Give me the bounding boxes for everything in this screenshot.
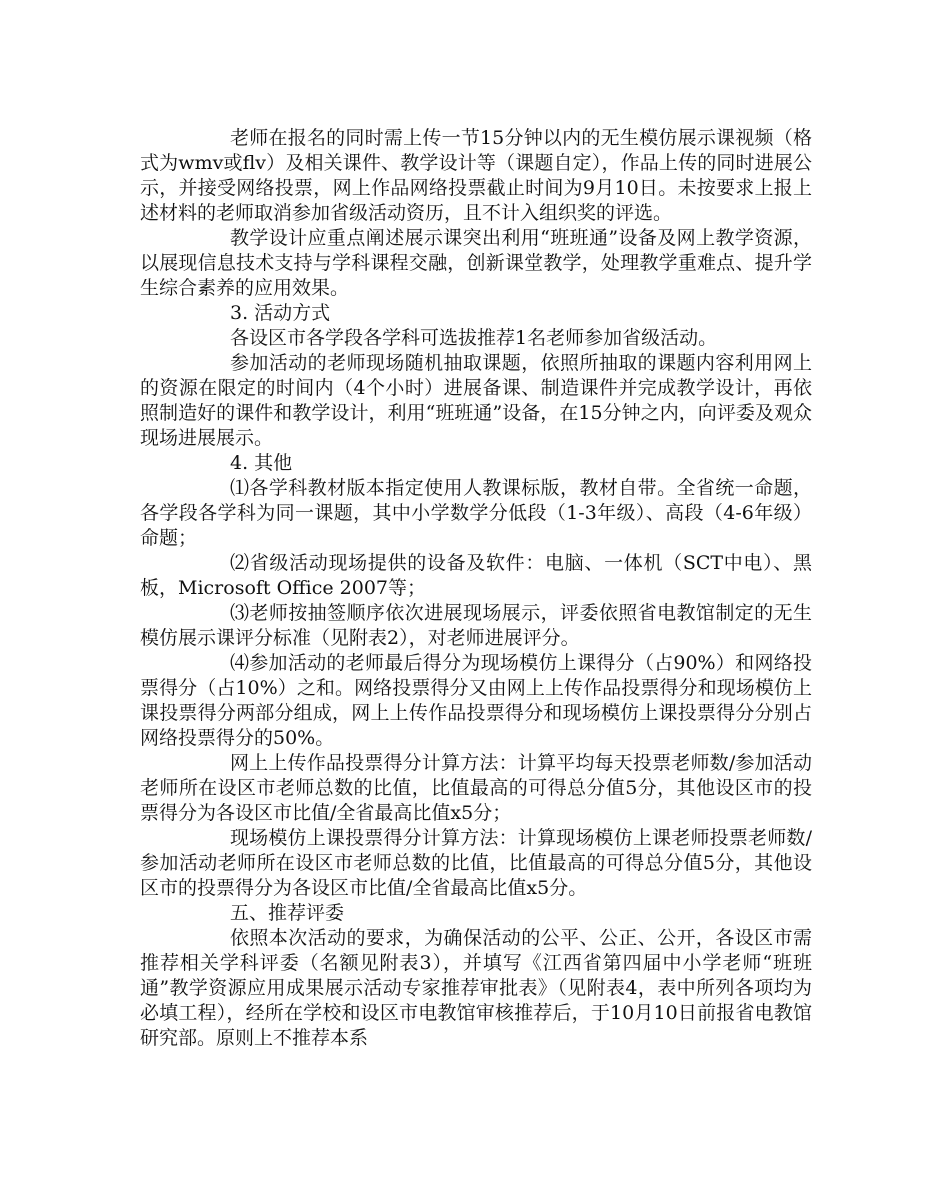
paragraph-judge-recommendation: 依照本次活动的要求，为确保活动的公平、公正、公开，各设区市需推荐相关学科评委（名额见附表3），并填写《江西省第四届中小学老师“班班通”教学资源应用成果展示活动专家推荐审批表》（见附表4，表中所列各项均为必填工程），经所在学校和设区市电教馆审核推荐后，于10月10日前报省电教馆研究部。原则上不推荐本系 [140,927,812,1049]
section-heading-other: 4. 其他 [230,452,293,474]
paragraph-teaching-design: 教学设计应重点阐述展示课突出利用“班班通”设备及网上教学资源，以展现信息技术支持与学科课程交融，创新课堂教学，处理教学重难点、提升学生综合素养的应用效果。 [140,227,812,299]
paragraph-online-vote-method: 网上上传作品投票得分计算方法：计算平均每天投票老师数/参加活动老师所在设区市老师总数的比值，比值最高的可得总分值5分，其他设区市的投票得分为各设区市比值/全省最高比值x5分； [140,752,812,824]
paragraph-item-1-textbook: ⑴各学科教材版本指定使用人教课标版，教材自带。全省统一命题，各学段各学科为同一课题，其中小学数学分低段（1-3年级）、高段（4-6年级）命题； [140,477,812,549]
paragraph-onsite-activity: 参加活动的老师现场随机抽取课题，依照所抽取的课题内容利用网上的资源在限定的时间内（4个小时）进展备课、制造课件并完成教学设计，再依照制造好的课件和教学设计，利用“班班通”设备，在15分钟之内，向评委及观众现场进展展示。 [140,352,812,449]
section-heading-activity-mode: 3. 活动方式 [230,302,331,324]
paragraph-upload-requirements: 老师在报名的同时需上传一节15分钟以内的无生模仿展示课视频（格式为wmv或flv）及相关课件、教学设计等（课题自定），作品上传的同时进展公示，并接受网络投票，网上作品网络投票截止时间为9月10日。未按要求上报上述材料的老师取消参加省级活动资历，且不计入组织奖的评选。 [140,127,812,224]
section-heading-recommend-judges: 五、推荐评委 [230,902,345,924]
paragraph-item-4-scoring: ⑷参加活动的老师最后得分为现场模仿上课得分（占90%）和网络投票得分（占10%）之和。网络投票得分又由网上上传作品投票得分和现场模仿上课投票得分两部分组成，网上上传作品投票得分和现场模仿上课投票得分分别占网络投票得分的50%。 [140,652,812,749]
document-body [140,126,812,1051]
paragraph-item-2-equipment: ⑵省级活动现场提供的设备及软件：电脑、一体机（SCT中电）、黑板，Microsoft Office 2007等； [140,552,812,599]
paragraph-onsite-vote-method: 现场模仿上课投票得分计算方法：计算现场模仿上课老师投票老师数/参加活动老师所在设区市老师总数的比值，比值最高的可得总分值5分，其他设区市的投票得分为各设区市比值/全省最高比值x5分。 [140,827,812,899]
paragraph-item-3-presentation: ⑶老师按抽签顺序依次进展现场展示，评委依照省电教馆制定的无生模仿展示课评分标准（见附表2），对老师进展评分。 [140,602,812,649]
paragraph-recommendation: 各设区市各学段各学科可选拔推荐1名老师参加省级活动。 [230,327,718,349]
